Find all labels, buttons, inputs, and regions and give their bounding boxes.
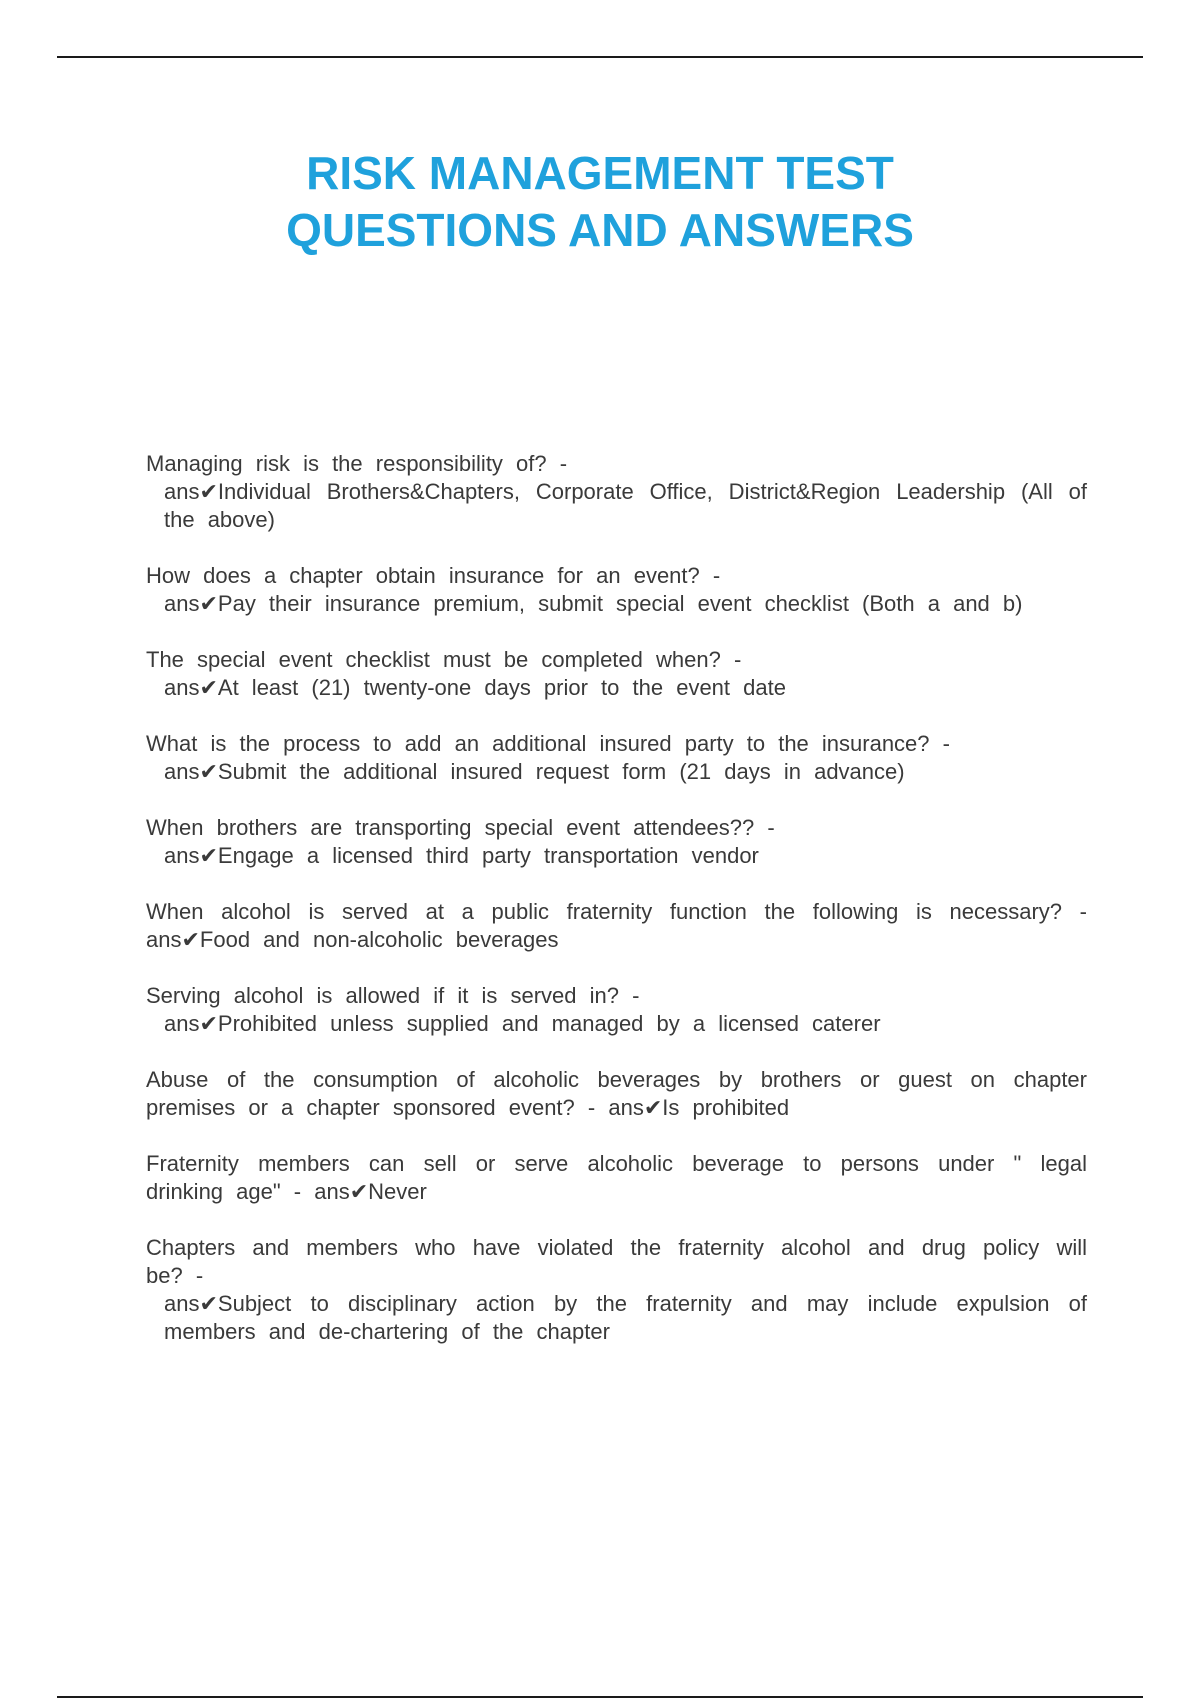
answer-text: ans✔Food and non-alcoholic beverages: [146, 927, 559, 952]
qa-separator: -: [699, 563, 721, 588]
answer-text: ans✔Individual Brothers&Chapters, Corporate Office, District&Region Leadership (All of the above): [164, 479, 1087, 532]
qa-item: [146, 450, 1087, 534]
qa-item: [146, 646, 1087, 702]
qa-item: [146, 562, 1087, 618]
title-line-1: RISK MANAGEMENT TEST: [306, 147, 894, 199]
top-rule: [57, 56, 1143, 58]
bottom-rule: [57, 1696, 1143, 1698]
qa-item: [146, 1066, 1087, 1122]
question-text: When alcohol is served at a public fraternity function the following is necessary?: [146, 899, 1063, 924]
answer-text: ans✔Submit the additional insured request form (21 days in advance): [164, 759, 905, 784]
question-text: Chapters and members who have violated the fraternity alcohol and drug policy will be?: [146, 1235, 1087, 1288]
qa-list: [146, 450, 1087, 1374]
qa-separator: -: [182, 1263, 204, 1288]
qa-separator: -: [280, 1179, 315, 1204]
qa-separator: -: [929, 731, 950, 756]
qa-separator: -: [720, 647, 742, 672]
qa-separator: -: [1062, 899, 1087, 924]
question-text: Serving alcohol is allowed if it is served in?: [146, 983, 619, 1008]
answer-text: ans✔Engage a licensed third party transportation vendor: [164, 843, 759, 868]
question-text: Abuse of the consumption of alcoholic beverages by brothers or guest on chapter premises or a chapter sponsored event?: [146, 1067, 1087, 1120]
qa-separator: -: [546, 451, 568, 476]
question-text: How does a chapter obtain insurance for an event?: [146, 563, 700, 588]
answer-text: ans✔Pay their insurance premium, submit special event checklist (Both a and b): [164, 591, 1023, 616]
answer-text: ans✔Is prohibited: [608, 1095, 790, 1120]
page-title: [0, 145, 1200, 259]
qa-item: [146, 1234, 1087, 1346]
qa-item: [146, 982, 1087, 1038]
qa-separator: -: [618, 983, 640, 1008]
qa-item: [146, 898, 1087, 954]
answer-text: ans✔Never: [314, 1179, 427, 1204]
question-text: What is the process to add an additional insured party to the insurance?: [146, 731, 930, 756]
answer-text: ans✔At least (21) twenty-one days prior to the event date: [164, 675, 786, 700]
question-text: Managing risk is the responsibility of?: [146, 451, 547, 476]
question-text: When brothers are transporting special event attendees??: [146, 815, 755, 840]
qa-item: [146, 814, 1087, 870]
answer-text: ans✔Subject to disciplinary action by the fraternity and may include expulsion of members and de-chartering of the chapter: [164, 1291, 1087, 1344]
qa-item: [146, 730, 1087, 786]
question-text: Fraternity members can sell or serve alcoholic beverage to persons under " legal drinking age": [146, 1151, 1087, 1204]
title-line-2: QUESTIONS AND ANSWERS: [286, 204, 914, 256]
qa-item: [146, 1150, 1087, 1206]
qa-separator: -: [754, 815, 775, 840]
question-text: The special event checklist must be completed when?: [146, 647, 721, 672]
answer-text: ans✔Prohibited unless supplied and managed by a licensed caterer: [164, 1011, 881, 1036]
qa-separator: -: [574, 1095, 609, 1120]
